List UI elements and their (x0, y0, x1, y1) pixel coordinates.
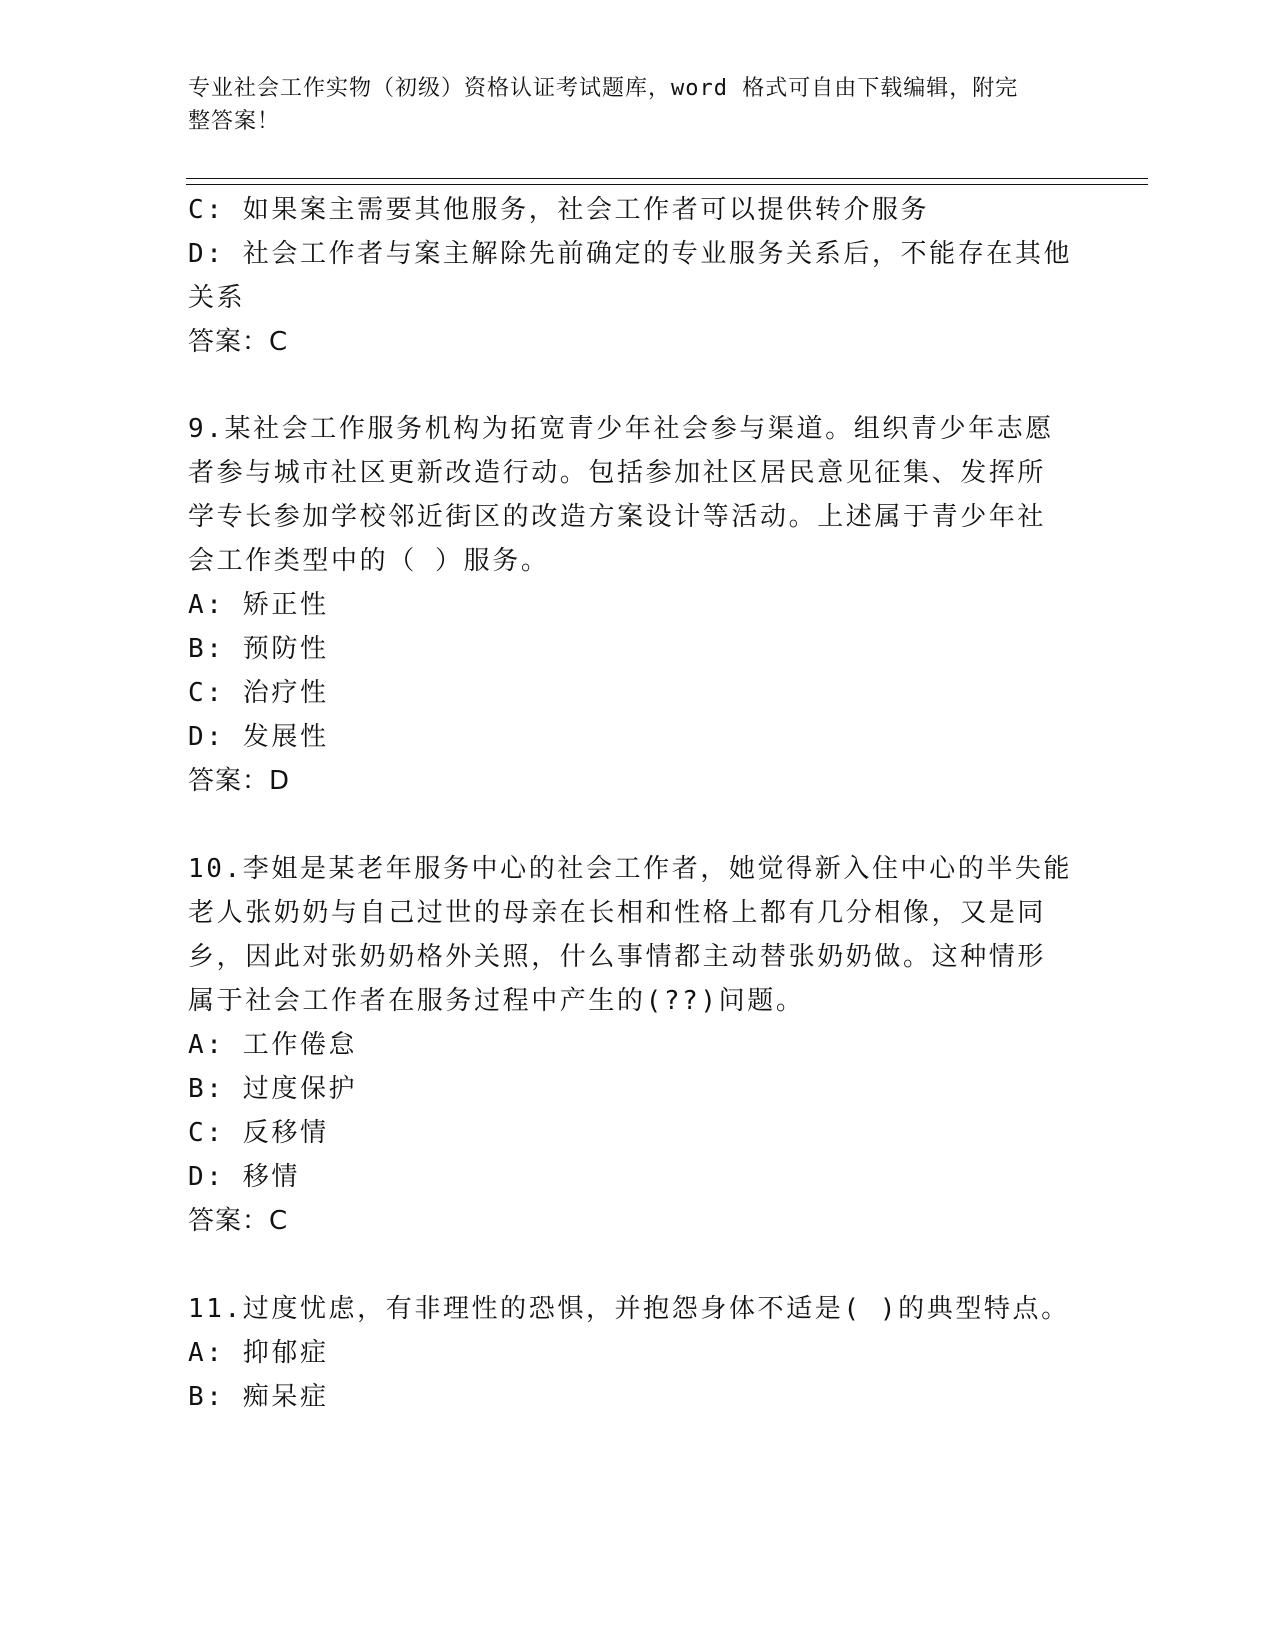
q10-option-b: B: 过度保护 (188, 1074, 358, 1104)
q10-stem-line-2: 老人张奶奶与自己过世的母亲在长相和性格上都有几分相像，又是同 (188, 898, 1047, 928)
header-line-2: 整答案！ (188, 109, 281, 134)
q8-option-d-line-1: D: 社会工作者与案主解除先前确定的专业服务关系后，不能存在其他 (188, 239, 1073, 269)
document-header (188, 72, 1068, 138)
q10-option-c: C: 反移情 (188, 1118, 329, 1148)
q9-option-a: A: 矫正性 (188, 590, 329, 620)
q11-option-a: A: 抑郁症 (188, 1338, 329, 1368)
q10-stem-line-4: 属于社会工作者在服务过程中产生的(??)问题。 (188, 986, 805, 1016)
q9-stem-line-3: 学专长参加学校邻近街区的改造方案设计等活动。上述属于青少年社 (188, 502, 1047, 532)
q9-stem-line-4: 会工作类型中的（ ）服务。 (188, 546, 550, 576)
header-line-1: 专业社会工作实物（初级）资格认证考试题库，word 格式可自由下载编辑，附完 (188, 76, 1019, 101)
q10-stem-line-3: 乡，因此对张奶奶格外关照，什么事情都主动替张奶奶做。这种情形 (188, 942, 1047, 972)
q10-answer: 答案：C (188, 1206, 289, 1236)
q10-option-a: A: 工作倦怠 (188, 1030, 358, 1060)
q8-option-d-line-2: 关系 (188, 283, 246, 313)
q10-option-d: D: 移情 (188, 1162, 300, 1192)
header-divider-bottom (186, 184, 1148, 185)
q11-option-b: B: 痴呆症 (188, 1382, 329, 1412)
q9-option-d: D: 发展性 (188, 722, 329, 752)
q8-option-c: C: 如果案主需要其他服务，社会工作者可以提供转介服务 (188, 195, 930, 225)
q9-stem-line-1: 9.某社会工作服务机构为拓宽青少年社会参与渠道。组织青少年志愿 (188, 414, 1054, 444)
q9-option-b: B: 预防性 (188, 634, 329, 664)
q9-answer: 答案：D (188, 766, 291, 796)
q10-stem-line-1: 10.李姐是某老年服务中心的社会工作者，她觉得新入住中心的半失能 (188, 854, 1073, 884)
q11-stem-line-1: 11.过度忧虑，有非理性的恐惧，并抱怨身体不适是( )的典型特点。 (188, 1294, 1070, 1324)
header-divider-top (186, 178, 1148, 179)
q9-stem-line-2: 者参与城市社区更新改造行动。包括参加社区居民意见征集、发挥所 (188, 458, 1047, 488)
q8-answer: 答案：C (188, 327, 289, 357)
q9-option-c: C: 治疗性 (188, 678, 329, 708)
